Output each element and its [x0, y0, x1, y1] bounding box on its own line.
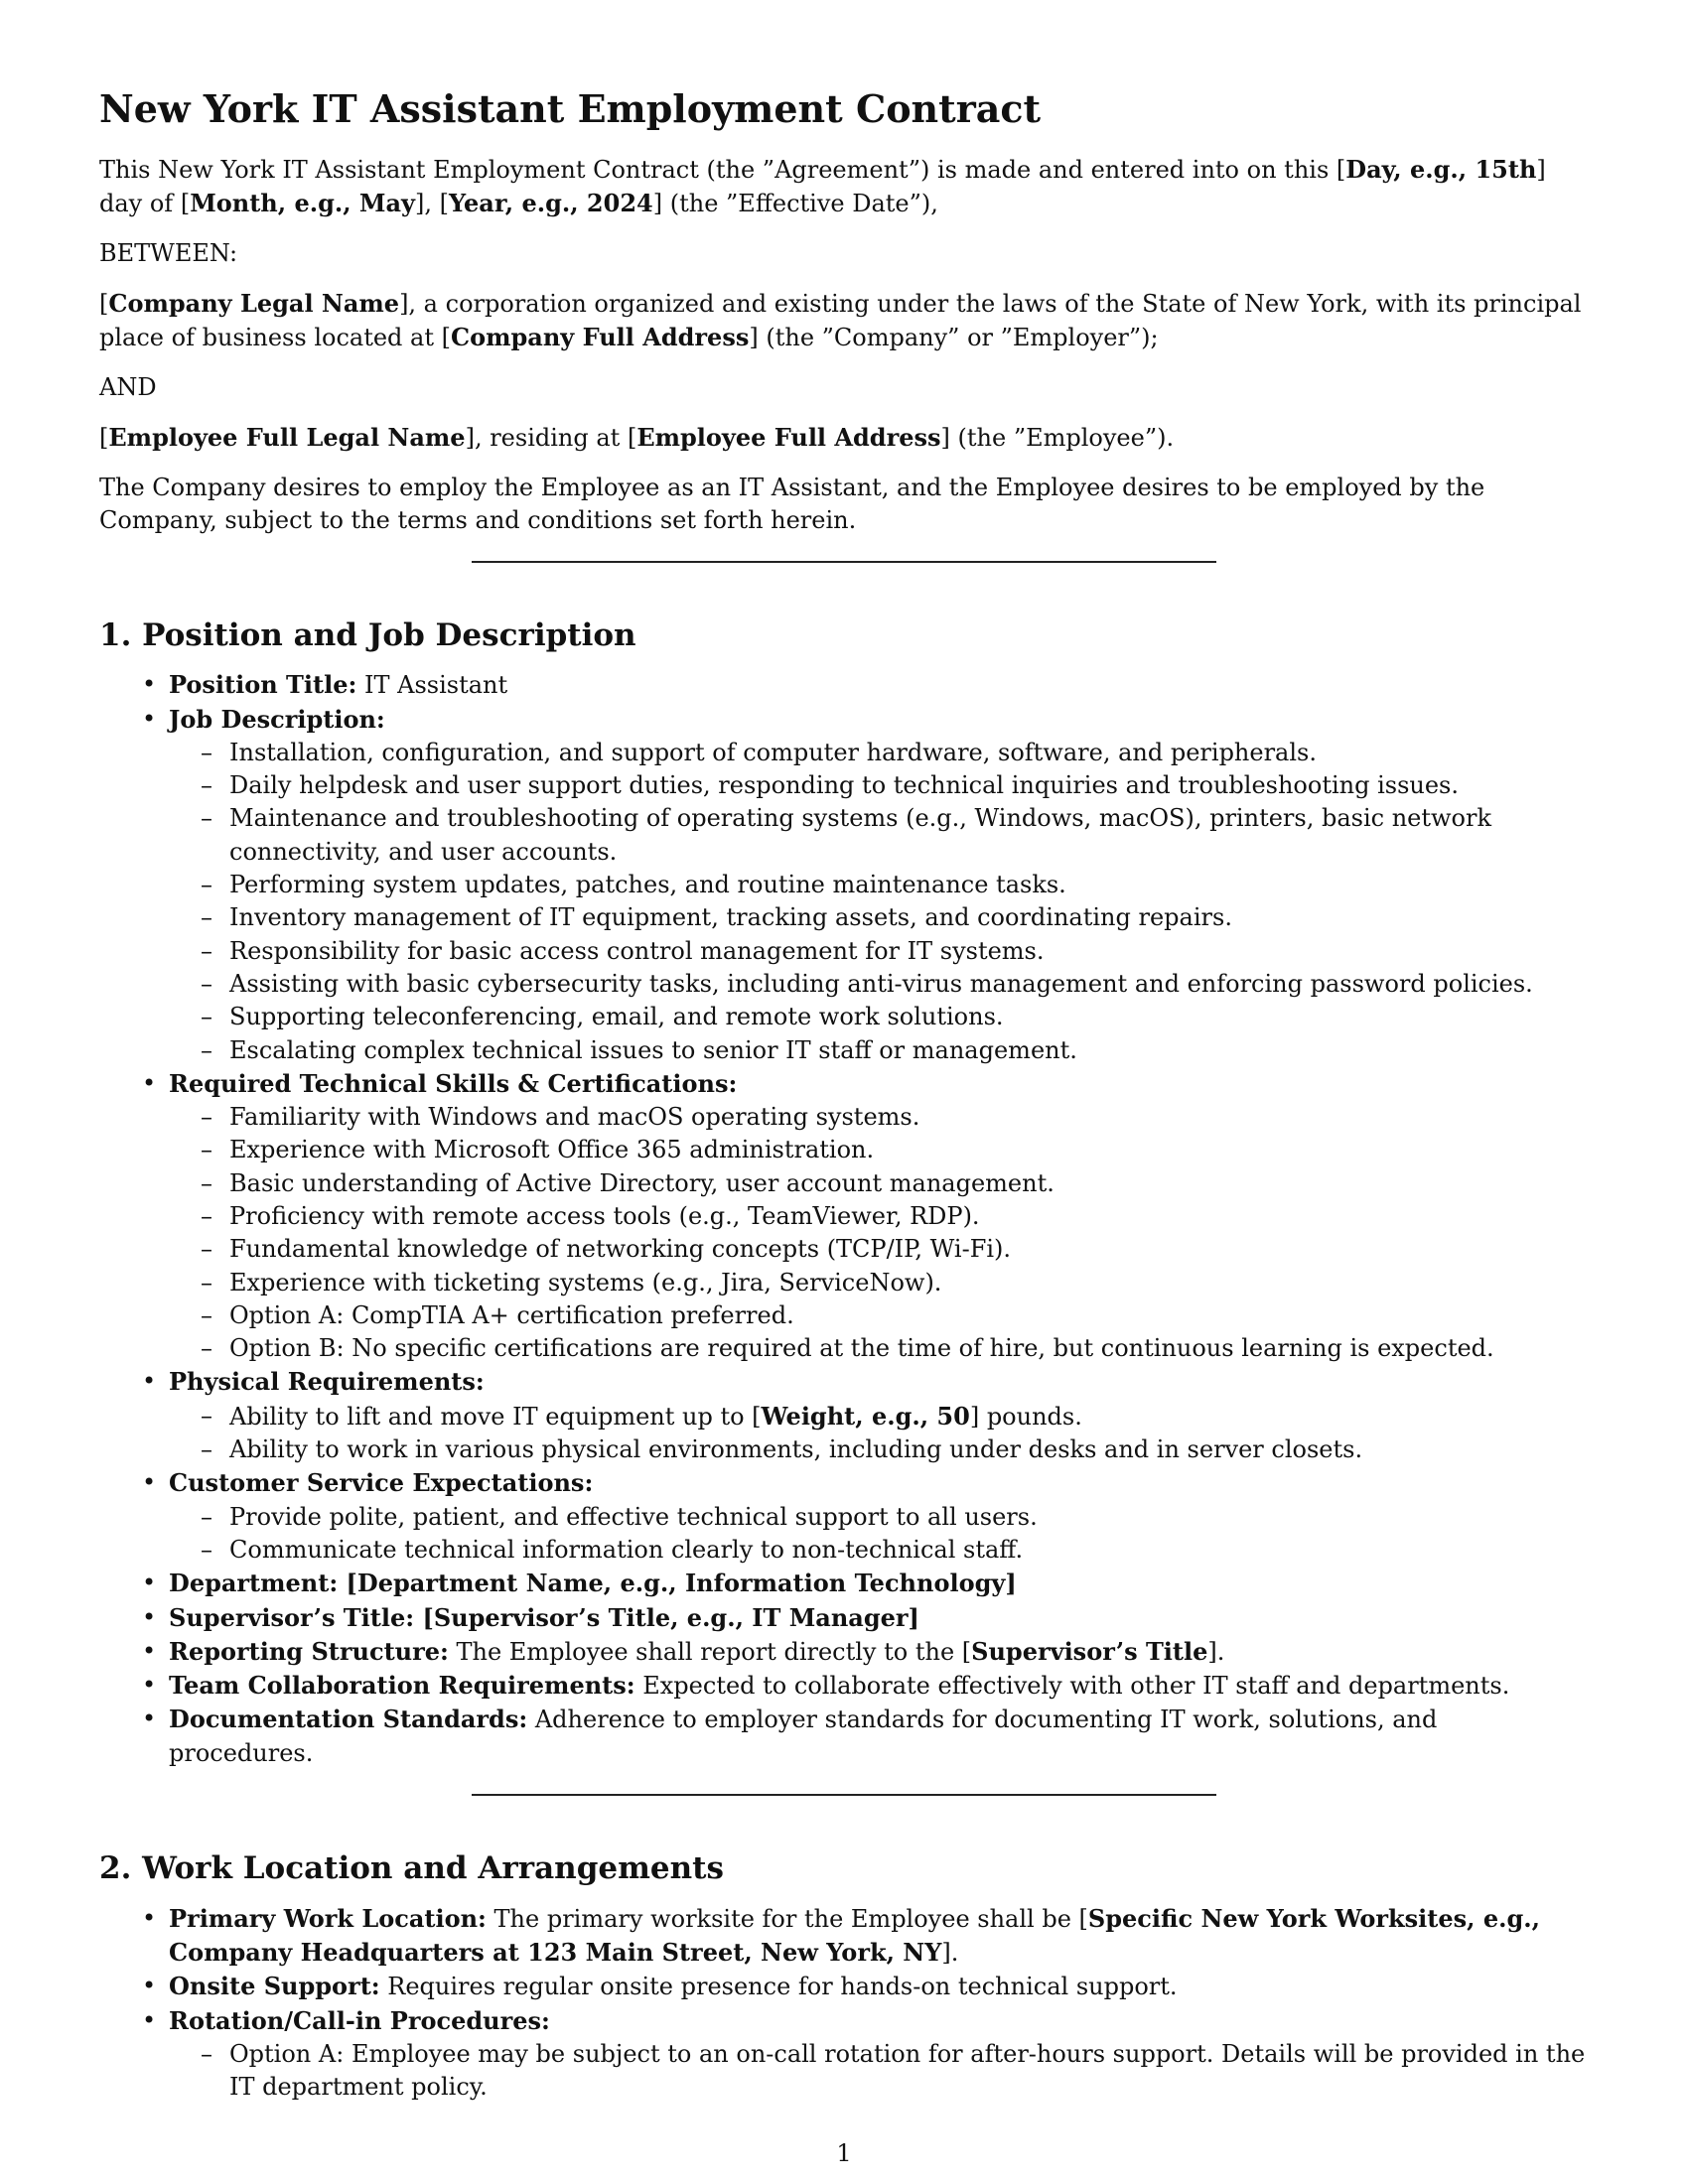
company-paragraph: [Company Legal Name], a corporation organized and existing under the laws of the State of New York, with its principal place of business located at [Company Full Address] (the ”Company” or ”Employer”); [99, 288, 1582, 351]
employee-address-placeholder: Employee Full Address [636, 422, 941, 452]
rotation-list [169, 2038, 1589, 2105]
list-item: – Maintenance and troubleshooting of operating systems (e.g., Windows, macOS), printers, basic network connectivity, and user accounts. [229, 802, 1589, 869]
section-divider [472, 561, 1216, 563]
page-number: 1 [836, 2139, 852, 2167]
intro-paragraph: This New York IT Assistant Employment Contract (the ”Agreement”) is made and entered into on this [Day, e.g., 15th] day of [Month, e.g., May], [Year, e.g., 2024] (the ”Effective Date”), [99, 154, 1546, 217]
worksite-placeholder: Specific New York Worksites, e.g., Company Headquarters at 123 Main Street, New York, NY [169, 1903, 1540, 1968]
list-item: • Department: [Department Name, e.g., Information Technology] [169, 1567, 1589, 1600]
purpose-paragraph: The Company desires to employ the Employee as an IT Assistant, and the Employee desires to be employed by the Company, subject to the terms and conditions set forth herein. [99, 473, 1485, 534]
list-item: • Onsite Support: Requires regular onsite presence for hands-on technical support. [169, 1970, 1589, 2003]
list-item: • Reporting Structure: The Employee shall report directly to the [Supervisor’s Title]. [169, 1635, 1589, 1669]
list-item: • Customer Service Expectations: – Provide polite, patient, and effective technical support to all users. – Communicate technical information clearly to non-technical staff. [169, 1466, 1589, 1567]
customer-service-list [169, 1501, 1589, 1568]
list-item: – Communicate technical information clearly to non-technical staff. [229, 1534, 1589, 1567]
list-item: – Daily helpdesk and user support duties, responding to technical inquiries and troubleshooting issues. [229, 769, 1589, 802]
list-item: • Position Title: IT Assistant [169, 668, 1589, 702]
list-item: – Ability to lift and move IT equipment up to [Weight, e.g., 50] pounds. [229, 1400, 1589, 1433]
list-item: – Assisting with basic cybersecurity tasks, including anti-virus management and enforcing password policies. [229, 968, 1589, 1001]
employee-paragraph: [Employee Full Legal Name], residing at [Employee Full Address] (the ”Employee”). [99, 422, 1175, 452]
list-item: – Proficiency with remote access tools (e.g., TeamViewer, RDP). [229, 1200, 1589, 1233]
list-item: – Familiarity with Windows and macOS operating systems. [229, 1101, 1589, 1134]
list-item: • Required Technical Skills & Certifications: – Familiarity with Windows and macOS operating systems. – Experience with Microsoft Office 365 administration. – Basic understanding of Active Directory, user account management. – Proficiency with remote access tools (e.g., TeamViewer, RDP). – Fundamental knowledge of networking concepts (TCP/IP, Wi-Fi). – Experience with ticketing systems (e.g., Jira, ServiceNow). – Option A: CompTIA A+ certification preferred. – Option B: No specific certifications are required at the time of hire, but continuous learning is expected. [169, 1067, 1589, 1366]
department-placeholder: Department Name, e.g., Information Technology [356, 1569, 1006, 1598]
year-placeholder: Year, e.g., 2024 [448, 188, 653, 217]
reporting-placeholder: Supervisor’s Title [971, 1636, 1208, 1666]
weight-placeholder: Weight, e.g., 50 [761, 1401, 970, 1431]
list-item: • Rotation/Call-in Procedures: – Option A: Employee may be subject to an on-call rotation for after-hours support. Details will be provided in the IT department policy. [169, 2004, 1589, 2105]
list-item: – Responsibility for basic access control management for IT systems. [229, 935, 1589, 968]
document-title: New York IT Assistant Employment Contract [99, 86, 1042, 131]
and-label: AND [99, 372, 157, 401]
list-item: – Escalating complex technical issues to senior IT staff or management. [229, 1034, 1589, 1067]
list-item: • Supervisor’s Title: [Supervisor’s Title, e.g., IT Manager] [169, 1601, 1589, 1635]
section-2-list [99, 1902, 1589, 2105]
job-description-list [169, 737, 1589, 1067]
list-item: • Documentation Standards: Adherence to employer standards for documenting IT work, solutions, and procedures. [169, 1703, 1589, 1770]
list-item: – Fundamental knowledge of networking concepts (TCP/IP, Wi-Fi). [229, 1233, 1589, 1266]
company-name-placeholder: Company Legal Name [108, 288, 400, 318]
physical-requirements-list [169, 1400, 1589, 1467]
section-2-heading: 2. Work Location and Arrangements [99, 1850, 724, 1887]
company-address-placeholder: Company Full Address [450, 322, 750, 351]
list-item: • Team Collaboration Requirements: Expected to collaborate effectively with other IT staff and departments. [169, 1669, 1589, 1703]
month-placeholder: Month, e.g., May [190, 188, 415, 217]
list-item: • Physical Requirements: – Ability to lift and move IT equipment up to [Weight, e.g., 50] pounds. – Ability to work in various physical environments, including under desks and in server closets. [169, 1365, 1589, 1466]
list-item: • Job Description: – Installation, configuration, and support of computer hardware, software, and peripherals. – Daily helpdesk and user support duties, responding to technical inquiries and troubleshooting issues. – Maintenance and troubleshooting of operating systems (e.g., Windows, macOS), printers, basic network connectivity, and user accounts. – Performing system updates, patches, and routine maintenance tasks. – Inventory management of IT equipment, tracking assets, and coordinating repairs. – Responsibility for basic access control management for IT systems. – Assisting with basic cybersecurity tasks, including anti-virus management and enforcing password policies. – Supporting teleconferencing, email, and remote work solutions. – Escalating complex technical issues to senior IT staff or management. [169, 703, 1589, 1067]
list-item: – Option B: No specific certifications are required at the time of hire, but continuous learning is expected. [229, 1332, 1589, 1365]
skills-list [169, 1101, 1589, 1365]
list-item: – Option A: Employee may be subject to an on-call rotation for after-hours support. Details will be provided in the IT department policy. [229, 2038, 1589, 2105]
section-1-heading: 1. Position and Job Description [99, 616, 636, 653]
employee-name-placeholder: Employee Full Legal Name [108, 422, 466, 452]
between-label: BETWEEN: [99, 238, 238, 267]
list-item: – Inventory management of IT equipment, tracking assets, and coordinating repairs. [229, 901, 1589, 934]
list-item: – Provide polite, patient, and effective technical support to all users. [229, 1501, 1589, 1534]
day-placeholder: Day, e.g., 15th [1345, 154, 1537, 184]
list-item: • Primary Work Location: The primary worksite for the Employee shall be [Specific New York Worksites, e.g., Company Headquarters at 123 Main Street, New York, NY]. [169, 1902, 1589, 1971]
list-item: – Experience with ticketing systems (e.g., Jira, ServiceNow). [229, 1267, 1589, 1299]
list-item: – Performing system updates, patches, and routine maintenance tasks. [229, 869, 1589, 901]
section-1-list [99, 668, 1589, 1770]
list-item: – Supporting teleconferencing, email, and remote work solutions. [229, 1001, 1589, 1033]
list-item: – Option A: CompTIA A+ certification preferred. [229, 1299, 1589, 1332]
list-item: – Ability to work in various physical environments, including under desks and in server closets. [229, 1433, 1589, 1466]
list-item: – Experience with Microsoft Office 365 administration. [229, 1134, 1589, 1166]
supervisor-placeholder: Supervisor’s Title, e.g., IT Manager [433, 1602, 909, 1632]
document-body [99, 85, 1589, 2105]
section-divider [472, 1794, 1216, 1796]
list-item: – Basic understanding of Active Directory, user account management. [229, 1167, 1589, 1200]
list-item: – Installation, configuration, and support of computer hardware, software, and peripherals. [229, 737, 1589, 769]
